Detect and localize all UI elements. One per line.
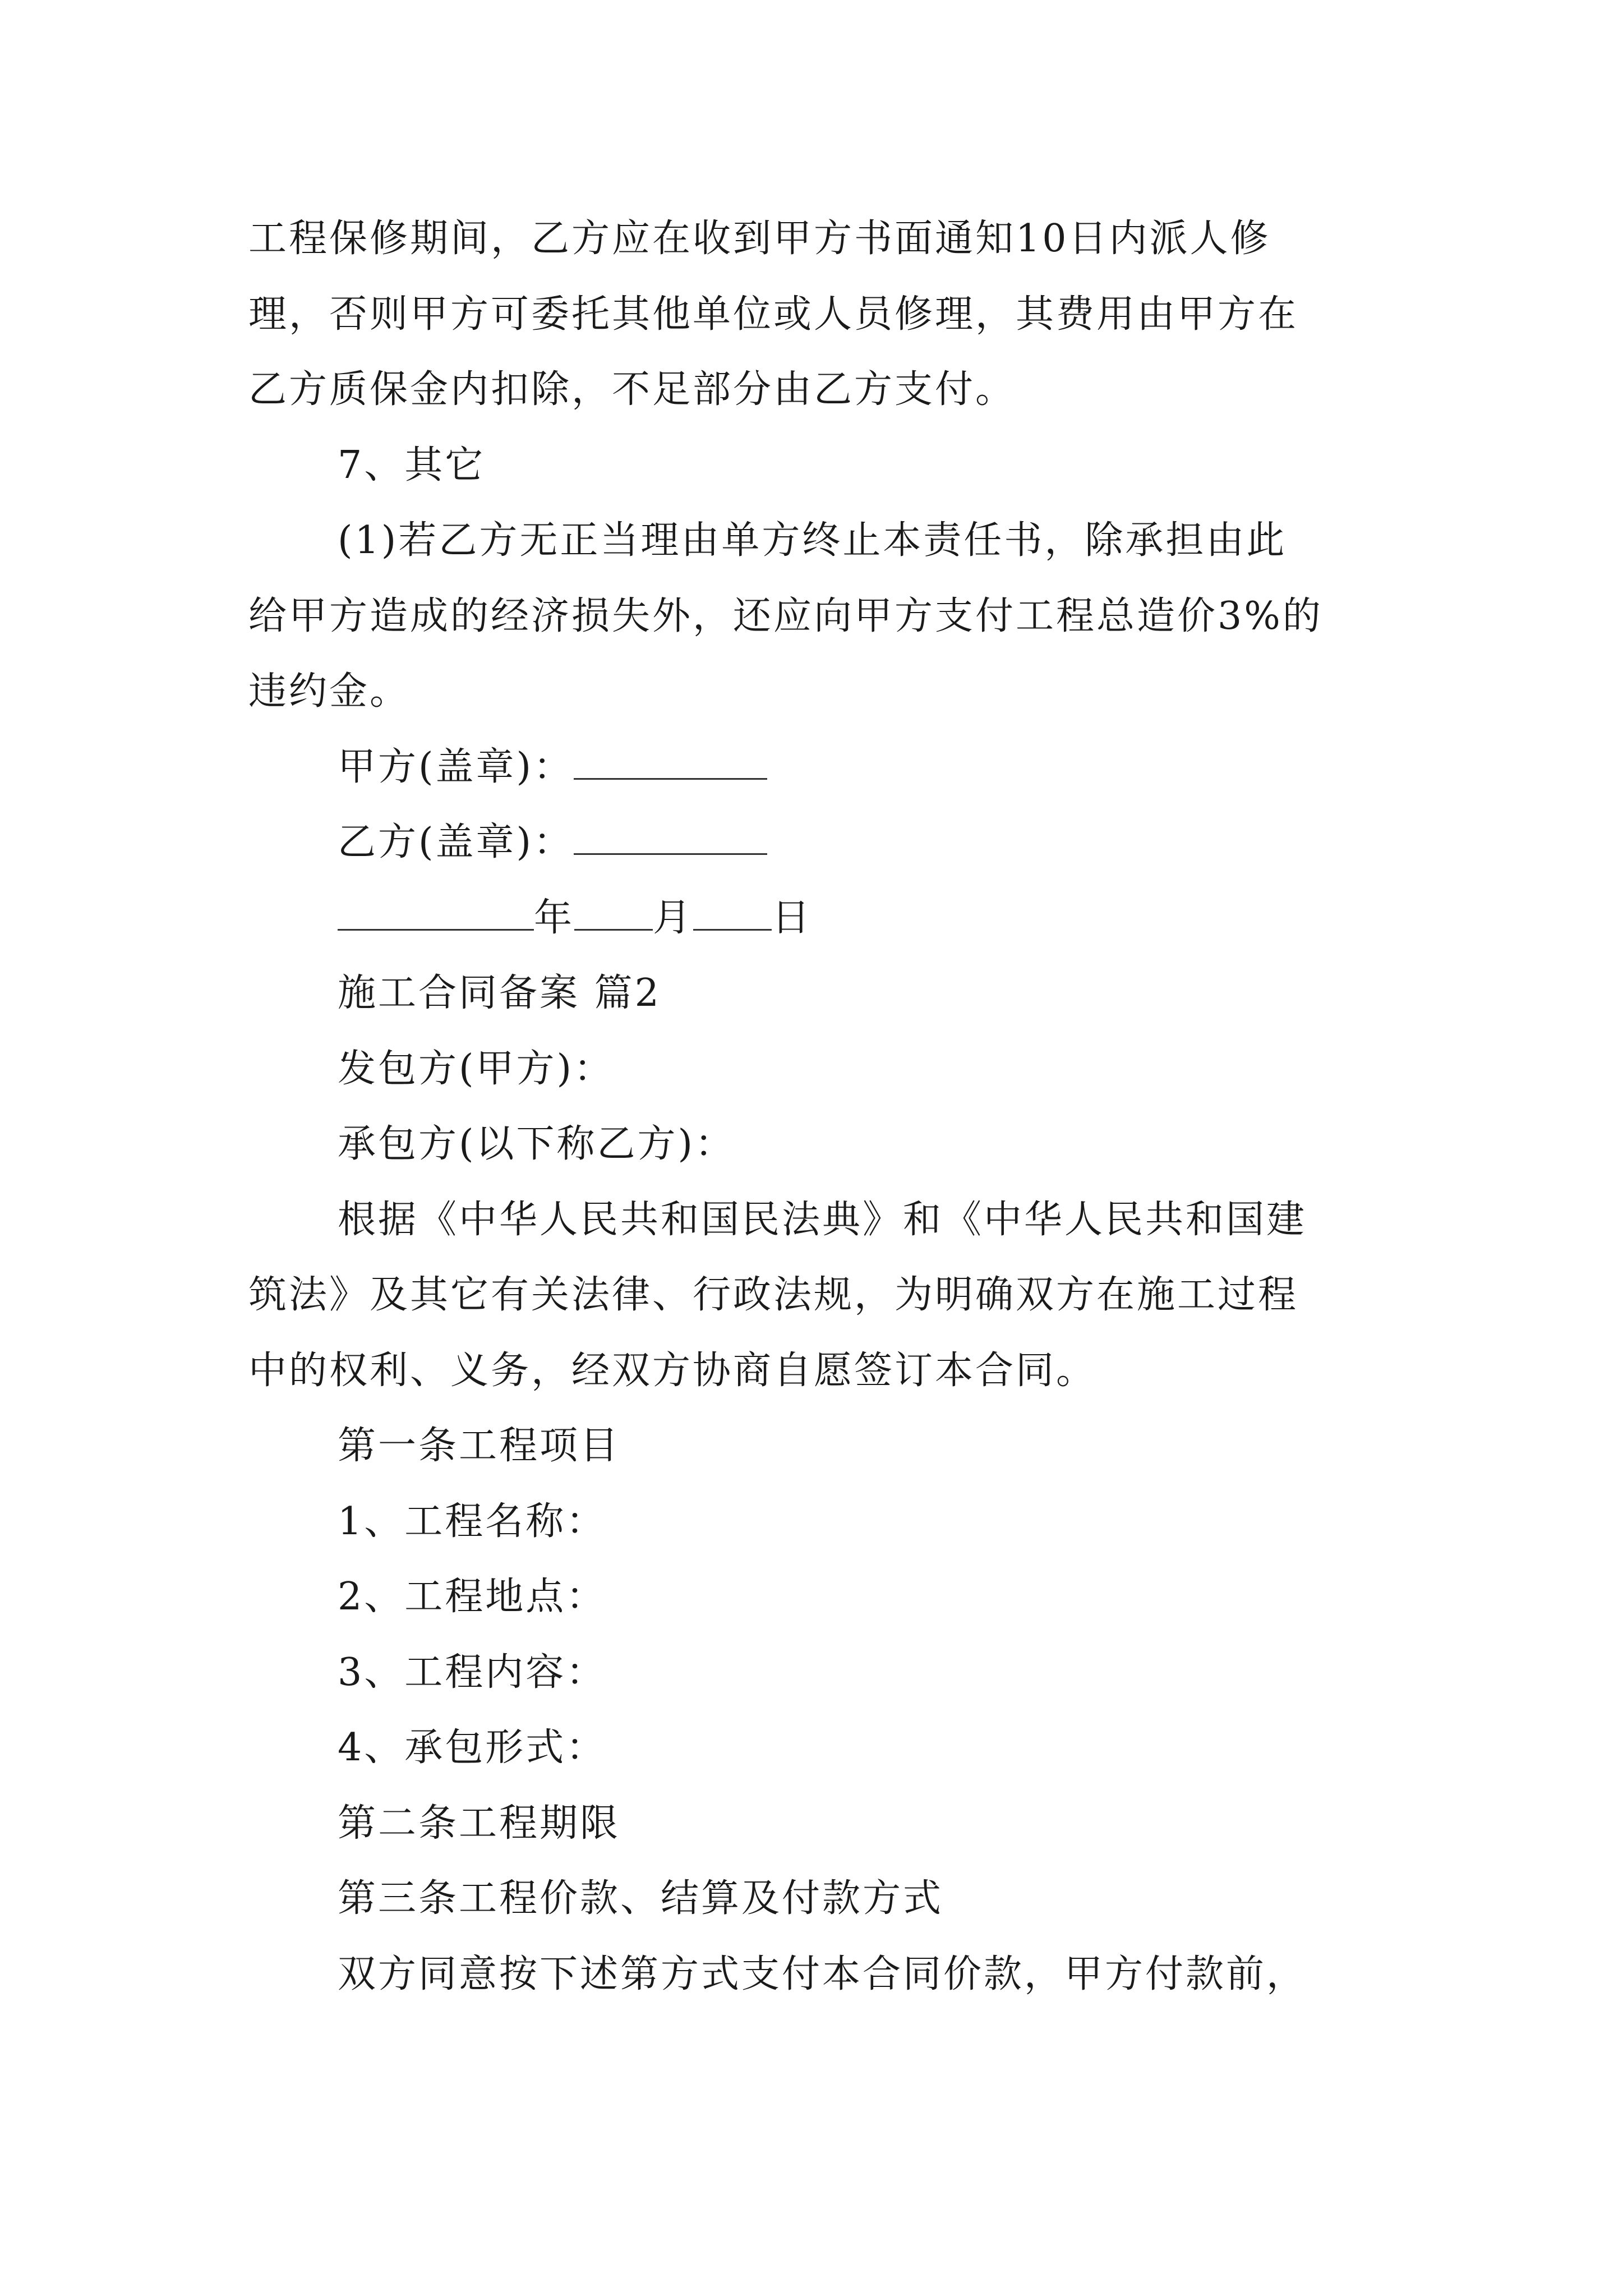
list-item: 4、承包形式： [338, 1726, 607, 1770]
paragraph-line: (1)若乙方无正当理由单方终止本责任书，除承担由此 [338, 518, 1287, 563]
date-year-blank[interactable] [338, 894, 534, 931]
list-item: 2、工程地点： [338, 1575, 607, 1619]
date-year-label: 年 [534, 896, 575, 940]
date-day-label: 日 [772, 896, 813, 940]
paragraph-line: 给甲方造成的经济损失外，还应向甲方支付工程总造价3%的 [248, 594, 1323, 638]
article-heading: 第三条工程价款、结算及付款方式 [338, 1876, 944, 1921]
paragraph-line: 筑法》及其它有关法律、行政法规，为明确双方在施工过程 [248, 1273, 1299, 1317]
signature-party-b-blank[interactable] [574, 818, 767, 855]
party-a-line: 发包方(甲方)： [338, 1047, 615, 1091]
signature-party-b [338, 816, 767, 869]
date-month-label: 月 [653, 896, 694, 940]
section-heading: 7、其它 [338, 443, 486, 487]
date-line [338, 891, 812, 945]
paragraph-line: 双方同意按下述第方式支付本合同价款，甲方付款前， [338, 1952, 1307, 1996]
paragraph-line: 中的权利、义务，经双方协商自愿签订本合同。 [248, 1349, 1097, 1393]
signature-party-b-label: 乙方(盖章)： [338, 820, 574, 864]
paragraph-line: 工程保修期间，乙方应在收到甲方书面通知10日内派人修 [248, 217, 1271, 261]
paragraph-line: 根据《中华人民共和国民法典》和《中华人民共和国建 [338, 1198, 1307, 1242]
paragraph-line: 违约金。 [248, 669, 411, 714]
date-day-blank[interactable] [693, 894, 772, 931]
signature-party-a-blank[interactable] [574, 743, 767, 780]
paragraph-line: 乙方质保金内扣除，不足部分由乙方支付。 [248, 367, 1016, 412]
article-heading: 第二条工程期限 [338, 1801, 621, 1846]
signature-party-a-label: 甲方(盖章)： [338, 745, 574, 789]
list-item: 1、工程名称： [338, 1499, 607, 1544]
party-b-line: 承包方(以下称乙方)： [338, 1122, 736, 1166]
paragraph-line: 理，否则甲方可委托其他单位或人员修理，其费用由甲方在 [248, 292, 1299, 337]
date-month-blank[interactable] [574, 894, 653, 931]
signature-party-a [338, 740, 767, 794]
article-heading: 第一条工程项目 [338, 1424, 621, 1468]
list-item: 3、工程内容： [338, 1650, 607, 1695]
section-title: 施工合同备案 篇2 [338, 971, 661, 1015]
